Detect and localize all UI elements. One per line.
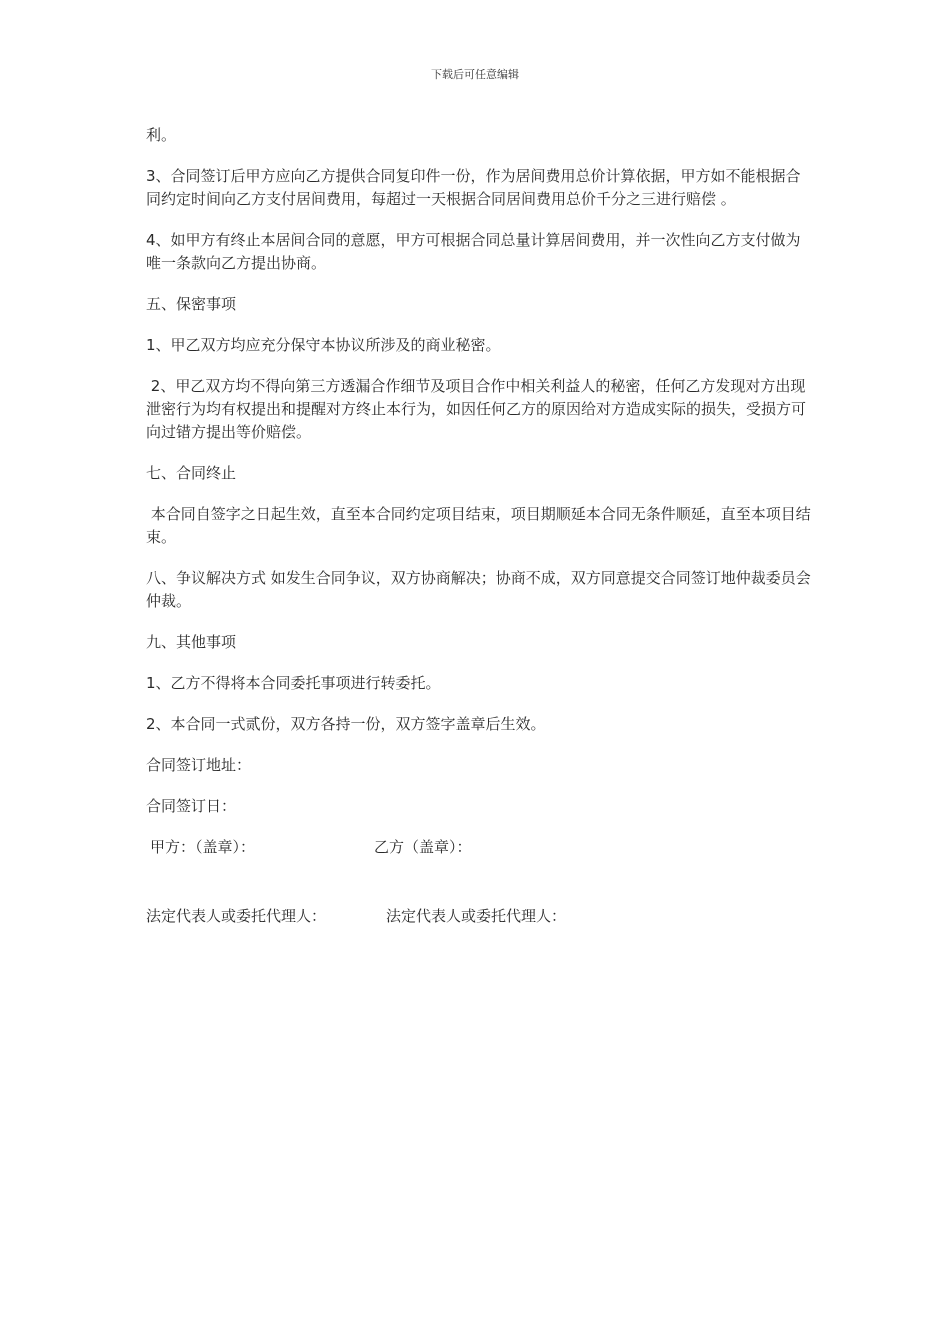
other-clause-1: 1、乙方不得将本合同委托事项进行转委托。 [146,674,441,692]
party-seal-row [146,836,812,859]
party-a-representative-label: 法定代表人或委托代理人： [146,907,327,925]
dispute-resolution-clause: 八、争议解决方式 如发生合同争议，双方协商解决；协商不成，双方同意提交合同签订地仲裁委员会仲裁。 [146,569,811,610]
party-b-seal-label: 乙方（盖章）： [374,838,472,856]
confidentiality-clause-2: 2、甲乙双方均不得向第三方透漏合作细节及项目合作中相关利益人的秘密，任何乙方发现对方出现泄密行为均有权提出和提醒对方终止本行为，如因任何乙方的原因给对方造成实际的损失，受损方可向过错方提出等价赔偿。 [146,377,807,441]
section-heading-termination: 七、合同终止 [146,464,237,482]
section-heading-confidentiality: 五、保密事项 [146,295,237,313]
other-clause-2: 2、本合同一式贰份，双方各持一份，双方签字盖章后生效。 [146,715,546,733]
termination-clause: 本合同自签字之日起生效，直至本合同约定项目结束，项目期顺延本合同无条件顺延，直至本项目结束。 [146,505,811,546]
contract-body [146,124,812,946]
party-a-seal-label: 甲方：（盖章）： [150,838,256,856]
party-b-representative-label: 法定代表人或委托代理人： [386,907,567,925]
confidentiality-clause-1: 1、甲乙双方均应充分保守本协议所涉及的商业秘密。 [146,336,501,354]
signing-address-label: 合同签订地址： [146,756,252,774]
clause-3: 3、合同签订后甲方应向乙方提供合同复印件一份，作为居间费用总价计算依据，甲方如不能根据合同约定时间向乙方支付居间费用，每超过一天根据合同居间费用总价千分之三进行赔偿 。 [146,167,801,208]
signing-date-label: 合同签订日： [146,797,237,815]
clause-4: 4、如甲方有终止本居间合同的意愿，甲方可根据合同总量计算居间费用，并一次性向乙方支付做为唯一条款向乙方提出协商。 [146,231,801,272]
section-heading-other: 九、其他事项 [146,633,237,651]
representative-row [146,905,812,928]
paragraph-continuation: 利。 [146,126,177,144]
page-header: 下载后可任意编辑 [431,68,519,81]
